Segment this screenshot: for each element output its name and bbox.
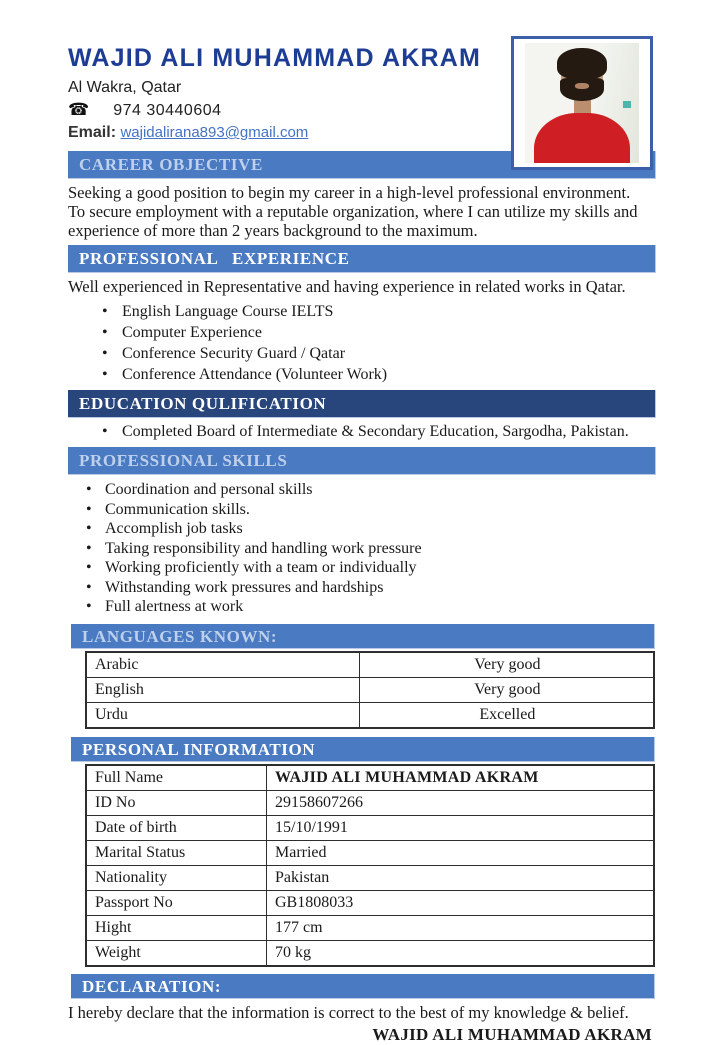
languages-table bbox=[85, 651, 655, 729]
section-bar-education bbox=[68, 390, 656, 418]
candidate-name: WAJID ALI MUHAMMAD AKRAM bbox=[68, 44, 482, 72]
table-row bbox=[86, 940, 654, 966]
photo-shirt-shape bbox=[534, 113, 630, 163]
info-label-cell: Marital Status bbox=[86, 840, 267, 865]
table-row bbox=[86, 652, 654, 678]
info-value-cell: Married bbox=[267, 840, 655, 865]
info-value-cell: 15/10/1991 bbox=[267, 815, 655, 840]
education-bullet-list bbox=[68, 421, 656, 442]
info-value-cell: GB1808033 bbox=[267, 890, 655, 915]
email-link[interactable]: wajidalirana893@gmail.com bbox=[120, 124, 309, 141]
profile-photo bbox=[525, 43, 639, 163]
declaration-text: I hereby declare that the information is correct to the best of my knowledge & belief. bbox=[68, 1002, 629, 1022]
section-bar-personal-info bbox=[71, 737, 655, 762]
experience-intro-text: Well experienced in Representative and having experience in related works in Qatar. bbox=[68, 277, 626, 296]
table-row bbox=[86, 840, 654, 865]
info-value-cell: 177 cm bbox=[267, 915, 655, 940]
section-title-personal-info: PERSONAL INFORMATION bbox=[82, 739, 316, 759]
experience-bullet-list bbox=[68, 301, 656, 385]
table-row bbox=[86, 702, 654, 728]
location-line: Al Wakra, Qatar bbox=[68, 79, 182, 96]
language-level-cell: Very good bbox=[359, 652, 654, 678]
section-title-skills: PROFESSIONAL SKILLS bbox=[79, 451, 288, 470]
list-item: • Communication skills. bbox=[68, 500, 656, 520]
info-label-cell: ID No bbox=[86, 790, 267, 815]
list-item: • Computer Experience bbox=[68, 322, 656, 343]
personal-info-table bbox=[85, 764, 655, 967]
list-item: • Working proficiently with a team or individually bbox=[68, 558, 656, 578]
section-title-education: EDUCATION QULIFICATION bbox=[79, 394, 327, 413]
info-label-cell: Hight bbox=[86, 915, 267, 940]
list-item: • Conference Attendance (Volunteer Work) bbox=[68, 364, 656, 385]
language-level-cell: Very good bbox=[359, 677, 654, 702]
info-value-cell: Pakistan bbox=[267, 865, 655, 890]
section-title-professional-experience: PROFESSIONAL EXPERIENCE bbox=[79, 249, 350, 268]
photo-background-detail bbox=[623, 101, 631, 108]
list-item: • English Language Course IELTS bbox=[68, 301, 656, 322]
photo-beard-shape bbox=[560, 78, 603, 101]
section-bar-declaration bbox=[71, 974, 655, 999]
language-name-cell: Urdu bbox=[86, 702, 359, 728]
info-label-cell: Weight bbox=[86, 940, 267, 966]
list-item: • Taking responsibility and handling work pressure bbox=[68, 539, 656, 559]
phone-number: 974 30440604 bbox=[113, 102, 222, 119]
section-bar-professional-experience bbox=[68, 245, 656, 273]
info-value-cell: 29158607266 bbox=[267, 790, 655, 815]
list-item: • Coordination and personal skills bbox=[68, 480, 656, 500]
info-label-cell: Date of birth bbox=[86, 815, 267, 840]
table-row bbox=[86, 815, 654, 840]
info-label-cell: Full Name bbox=[86, 765, 267, 791]
table-row bbox=[86, 765, 654, 791]
language-level-cell: Excelled bbox=[359, 702, 654, 728]
info-label-cell: Passport No bbox=[86, 890, 267, 915]
signature-name: WAJID ALI MUHAMMAD AKRAM bbox=[372, 1024, 652, 1044]
list-item: • Withstanding work pressures and hardships bbox=[68, 578, 656, 598]
list-item: • Conference Security Guard / Qatar bbox=[68, 343, 656, 364]
table-row bbox=[86, 790, 654, 815]
section-title-languages: LANGUAGES KNOWN: bbox=[82, 626, 278, 646]
language-name-cell: Arabic bbox=[86, 652, 359, 678]
info-value-cell: WAJID ALI MUHAMMAD AKRAM bbox=[267, 765, 655, 791]
career-objective-text: Seeking a good position to begin my career in a high-level professional environment. To secure employment with a reputable organization, where I can utilize my skills and experience of more than 2 years background to the maximum. bbox=[68, 183, 638, 240]
list-item: • Accomplish job tasks bbox=[68, 519, 656, 539]
table-row bbox=[86, 915, 654, 940]
list-item: • Completed Board of Intermediate & Secondary Education, Sargodha, Pakistan. bbox=[68, 421, 656, 442]
language-name-cell: English bbox=[86, 677, 359, 702]
table-row bbox=[86, 677, 654, 702]
table-row bbox=[86, 890, 654, 915]
table-row bbox=[86, 865, 654, 890]
photo-hair-shape bbox=[557, 48, 607, 79]
phone-icon: ☎ bbox=[68, 100, 90, 119]
section-title-career-objective: CAREER OBJECTIVE bbox=[79, 155, 263, 174]
section-title-declaration: DECLARATION: bbox=[82, 976, 222, 996]
section-bar-skills bbox=[68, 447, 656, 475]
photo-mouth-shape bbox=[575, 83, 589, 89]
email-label: Email: bbox=[68, 124, 117, 141]
section-bar-languages bbox=[71, 624, 655, 649]
skills-bullet-list bbox=[68, 480, 656, 617]
info-value-cell: 70 kg bbox=[267, 940, 655, 966]
profile-photo-frame bbox=[511, 36, 653, 170]
list-item: • Full alertness at work bbox=[68, 597, 656, 617]
info-label-cell: Nationality bbox=[86, 865, 267, 890]
